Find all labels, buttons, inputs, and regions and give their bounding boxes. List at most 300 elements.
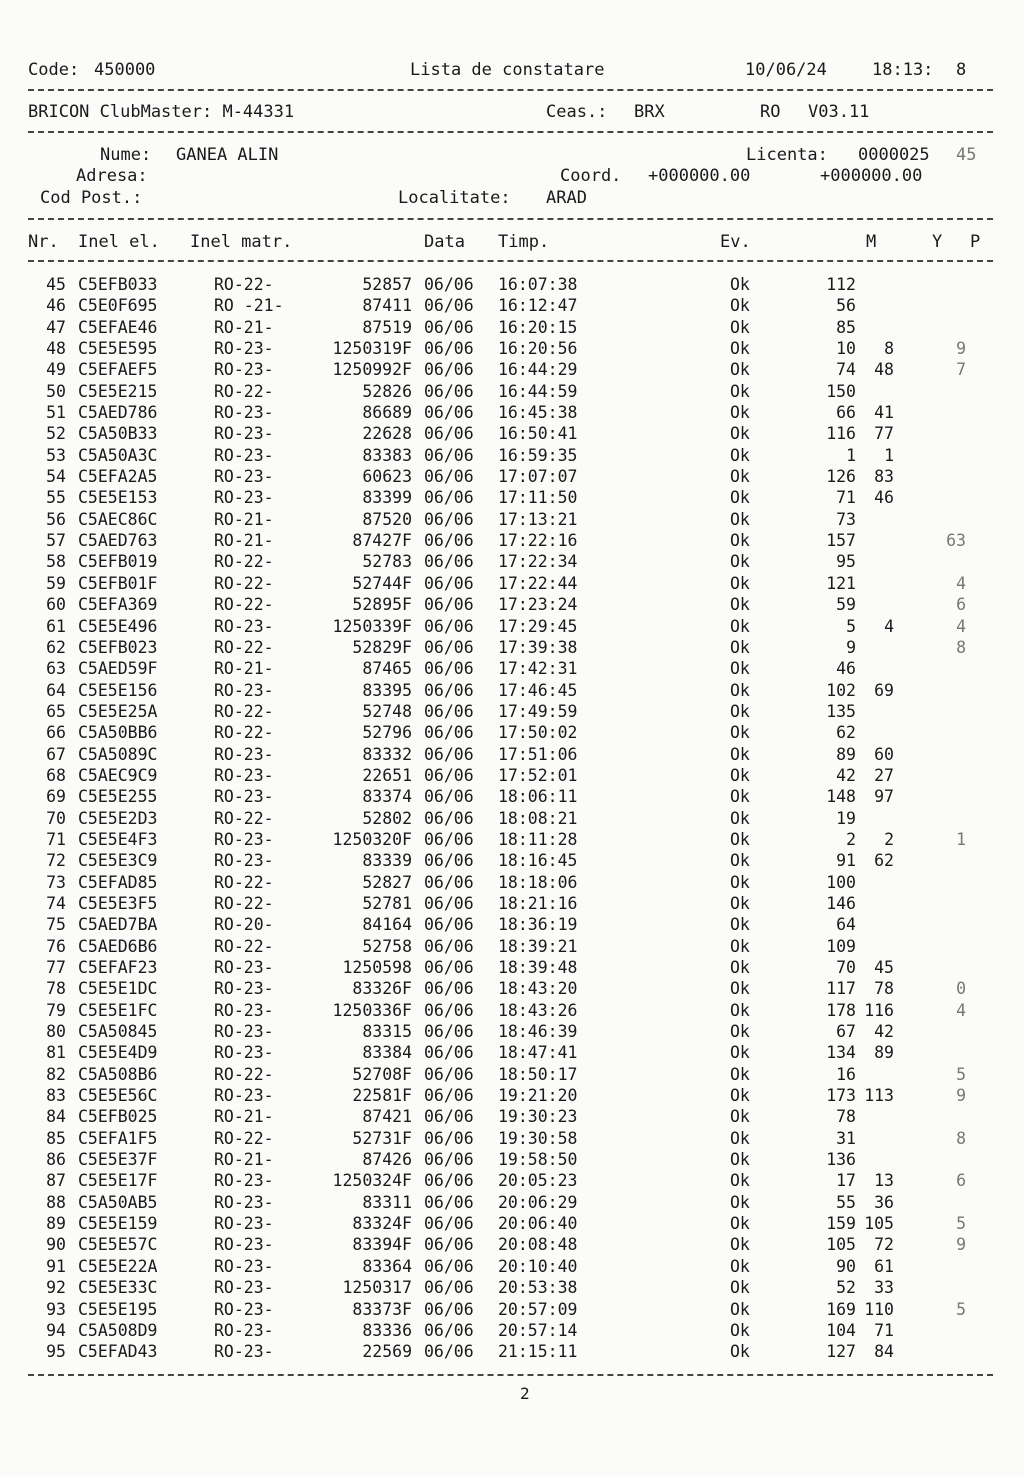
cell-inel-number: 52758 bbox=[362, 936, 412, 956]
cell-m: 112 bbox=[826, 275, 856, 294]
cell-m: 2 bbox=[846, 829, 856, 849]
cell-date: 06/06 bbox=[424, 1171, 474, 1191]
cell-date: 06/06 bbox=[424, 979, 474, 999]
cell-nr: 90 bbox=[46, 1235, 66, 1255]
cell-date: 06/06 bbox=[424, 595, 474, 615]
cell-inel-el: C5E5E159 bbox=[78, 1214, 158, 1234]
table-row bbox=[0, 530, 1024, 551]
localitate-label: Localitate: bbox=[398, 188, 511, 208]
cell-inel-prefix: RO-23- bbox=[214, 1235, 274, 1255]
cell-inel-el: C5AEC86C bbox=[78, 509, 158, 529]
cell-inel-number: 87421 bbox=[362, 1107, 412, 1127]
cell-nr: 60 bbox=[46, 595, 66, 615]
table-row bbox=[0, 1299, 1024, 1320]
licenta-value: 0000025 bbox=[858, 145, 930, 165]
cell-inel-el: C5EFAE46 bbox=[78, 317, 158, 337]
cell-inel-el: C5E5E56C bbox=[78, 1086, 158, 1106]
cell-time: 18:16:45 bbox=[498, 851, 578, 871]
cell-inel-el: C5EFAEF5 bbox=[78, 360, 158, 380]
cell-m: 42 bbox=[836, 765, 856, 785]
cell-inel-prefix: RO-23- bbox=[214, 1022, 274, 1042]
cell-m: 127 bbox=[826, 1342, 856, 1362]
cell-event: Ok bbox=[730, 1342, 750, 1362]
cell-m: 70 bbox=[836, 958, 856, 977]
cell-date: 06/06 bbox=[424, 637, 474, 657]
cell-inel-el: C5E5E1DC bbox=[78, 979, 158, 999]
col-timp: Timp. bbox=[498, 232, 550, 252]
col-y: Y bbox=[932, 232, 943, 252]
cell-p: 9 bbox=[956, 1086, 966, 1106]
cell-date: 06/06 bbox=[424, 1064, 474, 1084]
cell-inel-el: C5EFAD85 bbox=[78, 872, 158, 892]
cell-nr: 67 bbox=[46, 744, 66, 764]
licenta-suffix: 45 bbox=[956, 145, 977, 165]
cell-time: 20:06:40 bbox=[498, 1214, 578, 1234]
cell-inel-number: 22581F bbox=[352, 1086, 412, 1106]
table-row bbox=[0, 1277, 1024, 1298]
coord-label: Coord. bbox=[560, 166, 622, 186]
table-row bbox=[0, 616, 1024, 637]
cell-m: 146 bbox=[826, 893, 856, 913]
separator bbox=[28, 131, 993, 133]
cell-inel-number: 1250317 bbox=[342, 1278, 412, 1298]
col-ev: Ev. bbox=[720, 232, 751, 252]
cell-inel-el: C5E5E4D9 bbox=[78, 1043, 158, 1063]
cell-event: Ok bbox=[730, 936, 750, 956]
cell-time: 16:07:38 bbox=[498, 275, 578, 294]
cell-m: 31 bbox=[836, 1128, 856, 1148]
cell-event: Ok bbox=[730, 659, 750, 679]
col-nr: Nr. bbox=[28, 232, 59, 252]
cell-inel-prefix: RO-23- bbox=[214, 1214, 274, 1234]
cell-date: 06/06 bbox=[424, 488, 474, 508]
table-row bbox=[0, 487, 1024, 508]
table-row bbox=[0, 423, 1024, 444]
cell-inel-number: 52708F bbox=[352, 1064, 412, 1084]
cell-event: Ok bbox=[730, 1043, 750, 1063]
cell-inel-prefix: RO-22- bbox=[214, 701, 274, 721]
cell-inel-el: C5A50AB5 bbox=[78, 1192, 158, 1212]
cell-inel-el: C5E5E33C bbox=[78, 1278, 158, 1298]
licenta-label: Licenta: bbox=[746, 145, 828, 165]
cell-date: 06/06 bbox=[424, 659, 474, 679]
cell-inel-el: C5E5E1FC bbox=[78, 1000, 158, 1020]
cell-y: 71 bbox=[874, 1320, 894, 1340]
cell-y: 69 bbox=[874, 680, 894, 700]
cell-inel-number: 83336 bbox=[362, 1320, 412, 1340]
cell-date: 06/06 bbox=[424, 339, 474, 359]
cod-post-label: Cod Post.: bbox=[40, 188, 143, 208]
cell-m: 17 bbox=[836, 1171, 856, 1191]
cell-date: 06/06 bbox=[424, 573, 474, 593]
cell-nr: 52 bbox=[46, 424, 66, 444]
cell-inel-el: C5E5E496 bbox=[78, 616, 158, 636]
cell-date: 06/06 bbox=[424, 829, 474, 849]
cell-nr: 84 bbox=[46, 1107, 66, 1127]
cell-event: Ok bbox=[730, 637, 750, 657]
table-row bbox=[0, 786, 1024, 807]
cell-date: 06/06 bbox=[424, 1320, 474, 1340]
cell-inel-number: 87465 bbox=[362, 659, 412, 679]
cell-date: 06/06 bbox=[424, 424, 474, 444]
cell-m: 55 bbox=[836, 1192, 856, 1212]
cell-p: 5 bbox=[956, 1064, 966, 1084]
cell-inel-el: C5A5089C bbox=[78, 744, 158, 764]
cell-inel-number: 1250339F bbox=[332, 616, 412, 636]
cell-event: Ok bbox=[730, 872, 750, 892]
cell-nr: 63 bbox=[46, 659, 66, 679]
cell-p: 4 bbox=[956, 1000, 966, 1020]
cell-nr: 75 bbox=[46, 915, 66, 935]
cell-inel-el: C5AED59F bbox=[78, 659, 158, 679]
cell-p: 8 bbox=[956, 1128, 966, 1148]
cell-date: 06/06 bbox=[424, 744, 474, 764]
cell-inel-number: 83395 bbox=[362, 680, 412, 700]
cell-event: Ok bbox=[730, 339, 750, 359]
results-table bbox=[0, 274, 1024, 1363]
cell-m: 134 bbox=[826, 1043, 856, 1063]
cell-nr: 78 bbox=[46, 979, 66, 999]
cell-date: 06/06 bbox=[424, 360, 474, 380]
cell-inel-number: 52796 bbox=[362, 723, 412, 743]
cell-inel-el: C5E5E57C bbox=[78, 1235, 158, 1255]
cell-y: 97 bbox=[874, 787, 894, 807]
cell-p: 6 bbox=[956, 1171, 966, 1191]
cell-nr: 95 bbox=[46, 1342, 66, 1362]
table-row bbox=[0, 359, 1024, 380]
table-row bbox=[0, 808, 1024, 829]
cell-y: 60 bbox=[874, 744, 894, 764]
cell-event: Ok bbox=[730, 616, 750, 636]
cell-y: 42 bbox=[874, 1022, 894, 1042]
cell-p: 1 bbox=[956, 829, 966, 849]
cell-date: 06/06 bbox=[424, 1235, 474, 1255]
cell-inel-el: C5A50BB6 bbox=[78, 723, 158, 743]
cell-inel-el: C5E0F695 bbox=[78, 296, 158, 316]
cell-p: 0 bbox=[956, 979, 966, 999]
table-row bbox=[0, 317, 1024, 338]
cell-event: Ok bbox=[730, 744, 750, 764]
adresa-label: Adresa: bbox=[76, 166, 148, 186]
cell-inel-el: C5E5E3F5 bbox=[78, 893, 158, 913]
cell-inel-prefix: RO-21- bbox=[214, 1150, 274, 1170]
cell-inel-number: 83373F bbox=[352, 1299, 412, 1319]
document-header bbox=[0, 58, 1024, 82]
cell-inel-prefix: RO-21- bbox=[214, 659, 274, 679]
cell-event: Ok bbox=[730, 296, 750, 316]
cell-time: 17:51:06 bbox=[498, 744, 578, 764]
cell-event: Ok bbox=[730, 552, 750, 572]
cell-event: Ok bbox=[730, 275, 750, 294]
cell-time: 17:07:07 bbox=[498, 467, 578, 487]
cell-m: 56 bbox=[836, 296, 856, 316]
cell-m: 136 bbox=[826, 1150, 856, 1170]
cell-time: 18:46:39 bbox=[498, 1022, 578, 1042]
cell-time: 18:21:16 bbox=[498, 893, 578, 913]
table-row bbox=[0, 1064, 1024, 1085]
cell-inel-number: 1250324F bbox=[332, 1171, 412, 1191]
cell-p: 9 bbox=[956, 339, 966, 359]
cell-inel-prefix: RO-22- bbox=[214, 1128, 274, 1148]
cell-inel-prefix: RO-23- bbox=[214, 616, 274, 636]
cell-p: 6 bbox=[956, 595, 966, 615]
cell-inel-number: 22651 bbox=[362, 765, 412, 785]
cell-m: 104 bbox=[826, 1320, 856, 1340]
cell-inel-number: 1250320F bbox=[332, 829, 412, 849]
cell-m: 148 bbox=[826, 787, 856, 807]
cell-time: 16:44:59 bbox=[498, 381, 578, 401]
cell-m: 91 bbox=[836, 851, 856, 871]
cell-y: 84 bbox=[874, 1342, 894, 1362]
cell-date: 06/06 bbox=[424, 317, 474, 337]
table-row bbox=[0, 295, 1024, 316]
table-row bbox=[0, 978, 1024, 999]
table-row bbox=[0, 637, 1024, 658]
cell-y: 78 bbox=[874, 979, 894, 999]
cell-nr: 80 bbox=[46, 1022, 66, 1042]
cell-inel-prefix: RO-23- bbox=[214, 680, 274, 700]
cell-inel-el: C5EFB023 bbox=[78, 637, 158, 657]
cell-date: 06/06 bbox=[424, 467, 474, 487]
cell-date: 06/06 bbox=[424, 1299, 474, 1319]
cell-inel-prefix: RO-23- bbox=[214, 829, 274, 849]
cell-inel-el: C5EFB033 bbox=[78, 275, 158, 294]
owner-line-3 bbox=[0, 186, 1024, 210]
cell-m: 67 bbox=[836, 1022, 856, 1042]
cell-time: 17:39:38 bbox=[498, 637, 578, 657]
table-row bbox=[0, 402, 1024, 423]
cell-inel-number: 22569 bbox=[362, 1342, 412, 1362]
cell-time: 17:22:16 bbox=[498, 531, 578, 551]
cell-date: 06/06 bbox=[424, 275, 474, 294]
cell-y: 72 bbox=[874, 1235, 894, 1255]
cell-time: 17:13:21 bbox=[498, 509, 578, 529]
cell-inel-prefix: RO -21- bbox=[214, 296, 284, 316]
cell-inel-number: 52781 bbox=[362, 893, 412, 913]
cell-nr: 92 bbox=[46, 1278, 66, 1298]
cell-inel-prefix: RO-23- bbox=[214, 1192, 274, 1212]
cell-m: 74 bbox=[836, 360, 856, 380]
cell-inel-el: C5EFB019 bbox=[78, 552, 158, 572]
cell-inel-el: C5E5E2D3 bbox=[78, 808, 158, 828]
table-row bbox=[0, 1256, 1024, 1277]
cell-y: 83 bbox=[874, 467, 894, 487]
cell-m: 116 bbox=[826, 424, 856, 444]
nume-label: Nume: bbox=[100, 145, 152, 165]
cell-inel-el: C5AED763 bbox=[78, 531, 158, 551]
cell-nr: 66 bbox=[46, 723, 66, 743]
cell-inel-prefix: RO-22- bbox=[214, 275, 274, 294]
cell-time: 17:11:50 bbox=[498, 488, 578, 508]
cell-inel-number: 83374 bbox=[362, 787, 412, 807]
cell-event: Ok bbox=[730, 595, 750, 615]
cell-nr: 54 bbox=[46, 467, 66, 487]
cell-nr: 45 bbox=[46, 275, 66, 294]
col-data: Data bbox=[424, 232, 465, 252]
cell-inel-el: C5EFB01F bbox=[78, 573, 158, 593]
cell-inel-number: 83315 bbox=[362, 1022, 412, 1042]
table-row bbox=[0, 551, 1024, 572]
cell-event: Ok bbox=[730, 1171, 750, 1191]
cell-inel-el: C5AEC9C9 bbox=[78, 765, 158, 785]
cell-date: 06/06 bbox=[424, 1214, 474, 1234]
cell-inel-number: 83399 bbox=[362, 488, 412, 508]
cell-nr: 87 bbox=[46, 1171, 66, 1191]
cell-y: 61 bbox=[874, 1256, 894, 1276]
table-row bbox=[0, 829, 1024, 850]
cell-inel-prefix: RO-23- bbox=[214, 1086, 274, 1106]
table-row bbox=[0, 381, 1024, 402]
cell-date: 06/06 bbox=[424, 765, 474, 785]
cell-nr: 55 bbox=[46, 488, 66, 508]
cell-inel-number: 1250598 bbox=[342, 958, 412, 977]
cell-inel-el: C5EFA369 bbox=[78, 595, 158, 615]
cell-time: 16:20:15 bbox=[498, 317, 578, 337]
cell-inel-prefix: RO-21- bbox=[214, 317, 274, 337]
cell-inel-el: C5E5E37F bbox=[78, 1150, 158, 1170]
cell-inel-el: C5EFA2A5 bbox=[78, 467, 158, 487]
cell-m: 150 bbox=[826, 381, 856, 401]
cell-inel-number: 87411 bbox=[362, 296, 412, 316]
cell-time: 20:53:38 bbox=[498, 1278, 578, 1298]
cell-time: 19:30:23 bbox=[498, 1107, 578, 1127]
cell-y: 113 bbox=[864, 1086, 894, 1106]
cell-time: 18:47:41 bbox=[498, 1043, 578, 1063]
cell-inel-el: C5E5E215 bbox=[78, 381, 158, 401]
cell-event: Ok bbox=[730, 467, 750, 487]
cell-inel-prefix: RO-23- bbox=[214, 765, 274, 785]
cell-inel-number: 83311 bbox=[362, 1192, 412, 1212]
version: V03.11 bbox=[808, 102, 870, 122]
cell-inel-el: C5A50B33 bbox=[78, 424, 158, 444]
cell-date: 06/06 bbox=[424, 958, 474, 977]
cell-inel-prefix: RO-22- bbox=[214, 936, 274, 956]
cell-inel-el: C5AED7BA bbox=[78, 915, 158, 935]
cell-p: 7 bbox=[956, 360, 966, 380]
cell-inel-el: C5A508B6 bbox=[78, 1064, 158, 1084]
cell-date: 06/06 bbox=[424, 1000, 474, 1020]
cell-event: Ok bbox=[730, 1000, 750, 1020]
cell-y: 2 bbox=[884, 829, 894, 849]
cell-time: 16:50:41 bbox=[498, 424, 578, 444]
cell-time: 17:49:59 bbox=[498, 701, 578, 721]
cell-inel-prefix: RO-23- bbox=[214, 1000, 274, 1020]
cell-time: 17:50:02 bbox=[498, 723, 578, 743]
cell-time: 18:39:21 bbox=[498, 936, 578, 956]
cell-date: 06/06 bbox=[424, 680, 474, 700]
cell-inel-number: 60623 bbox=[362, 467, 412, 487]
cell-m: 135 bbox=[826, 701, 856, 721]
country-code: RO bbox=[760, 102, 781, 122]
cell-m: 105 bbox=[826, 1235, 856, 1255]
print-date: 10/06/24 bbox=[745, 60, 827, 80]
cell-date: 06/06 bbox=[424, 808, 474, 828]
cell-event: Ok bbox=[730, 424, 750, 444]
cell-event: Ok bbox=[730, 531, 750, 551]
table-row bbox=[0, 850, 1024, 871]
table-row bbox=[0, 701, 1024, 722]
table-row bbox=[0, 722, 1024, 743]
cell-inel-prefix: RO-23- bbox=[214, 360, 274, 380]
cell-inel-prefix: RO-23- bbox=[214, 851, 274, 871]
cell-m: 157 bbox=[826, 531, 856, 551]
table-row bbox=[0, 1149, 1024, 1170]
cell-time: 17:22:44 bbox=[498, 573, 578, 593]
cell-event: Ok bbox=[730, 1022, 750, 1042]
table-header bbox=[0, 230, 1024, 254]
cell-event: Ok bbox=[730, 509, 750, 529]
cell-m: 52 bbox=[836, 1278, 856, 1298]
cell-time: 20:08:48 bbox=[498, 1235, 578, 1255]
col-inel-matr: Inel matr. bbox=[190, 232, 293, 252]
cell-inel-number: 87519 bbox=[362, 317, 412, 337]
cell-inel-number: 83364 bbox=[362, 1256, 412, 1276]
cell-nr: 64 bbox=[46, 680, 66, 700]
table-row bbox=[0, 1085, 1024, 1106]
cell-time: 16:20:56 bbox=[498, 339, 578, 359]
cell-y: 36 bbox=[874, 1192, 894, 1212]
cell-date: 06/06 bbox=[424, 509, 474, 529]
cell-nr: 76 bbox=[46, 936, 66, 956]
table-row bbox=[0, 1042, 1024, 1063]
cell-nr: 81 bbox=[46, 1043, 66, 1063]
cell-m: 59 bbox=[836, 595, 856, 615]
cell-event: Ok bbox=[730, 1064, 750, 1084]
cell-inel-number: 86689 bbox=[362, 403, 412, 423]
cell-date: 06/06 bbox=[424, 1128, 474, 1148]
cell-inel-el: C5EFB025 bbox=[78, 1107, 158, 1127]
cell-m: 169 bbox=[826, 1299, 856, 1319]
cell-nr: 77 bbox=[46, 958, 66, 977]
cell-time: 19:58:50 bbox=[498, 1150, 578, 1170]
table-row bbox=[0, 466, 1024, 487]
cell-m: 178 bbox=[826, 1000, 856, 1020]
cell-m: 90 bbox=[836, 1256, 856, 1276]
table-row bbox=[0, 1213, 1024, 1234]
cell-inel-number: 52829F bbox=[352, 637, 412, 657]
cell-inel-number: 52826 bbox=[362, 381, 412, 401]
cell-m: 9 bbox=[846, 637, 856, 657]
cell-m: 73 bbox=[836, 509, 856, 529]
cell-m: 102 bbox=[826, 680, 856, 700]
cell-inel-prefix: RO-23- bbox=[214, 1171, 274, 1191]
table-row bbox=[0, 680, 1024, 701]
cell-nr: 48 bbox=[46, 339, 66, 359]
coord-y: +000000.00 bbox=[820, 166, 923, 186]
cell-m: 85 bbox=[836, 317, 856, 337]
cell-time: 17:23:24 bbox=[498, 595, 578, 615]
cell-date: 06/06 bbox=[424, 1342, 474, 1362]
cell-nr: 51 bbox=[46, 403, 66, 423]
cell-event: Ok bbox=[730, 1192, 750, 1212]
ceas-value: BRX bbox=[634, 102, 665, 122]
cell-inel-el: C5E5E4F3 bbox=[78, 829, 158, 849]
cell-p: 63 bbox=[946, 531, 966, 551]
cell-date: 06/06 bbox=[424, 701, 474, 721]
separator bbox=[28, 1374, 993, 1376]
col-inel-el: Inel el. bbox=[78, 232, 160, 252]
table-row bbox=[0, 594, 1024, 615]
cell-time: 20:06:29 bbox=[498, 1192, 578, 1212]
cell-inel-el: C5EFAD43 bbox=[78, 1342, 158, 1362]
cell-m: 109 bbox=[826, 936, 856, 956]
cell-time: 20:57:09 bbox=[498, 1299, 578, 1319]
cell-event: Ok bbox=[730, 1235, 750, 1255]
cell-m: 121 bbox=[826, 573, 856, 593]
cell-inel-number: 52783 bbox=[362, 552, 412, 572]
cell-event: Ok bbox=[730, 787, 750, 807]
cell-inel-prefix: RO-23- bbox=[214, 445, 274, 465]
